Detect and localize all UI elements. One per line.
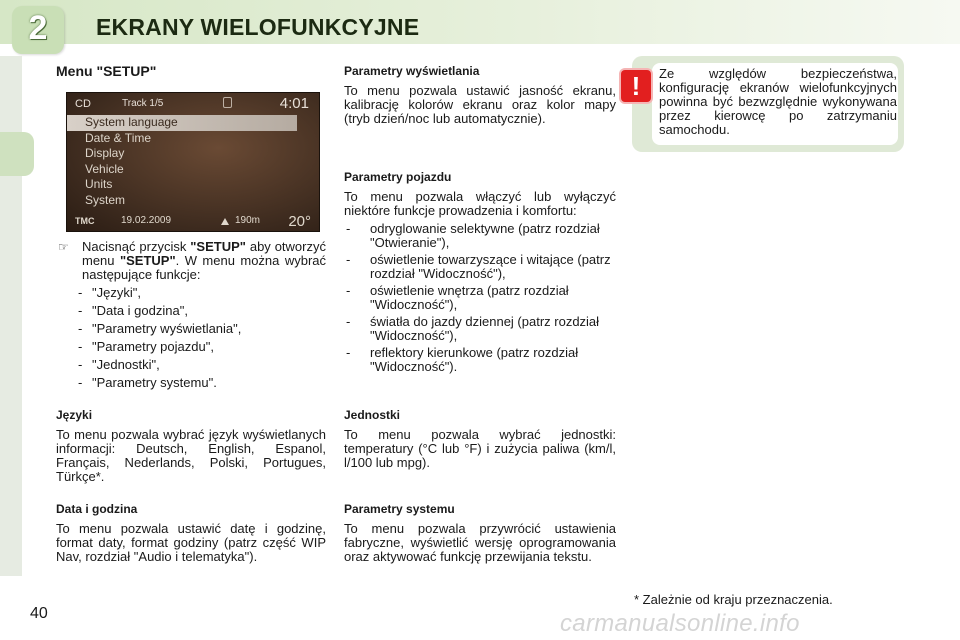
languages-text: To menu pozwala wybrać język wyświetlanych informacji: Deutsch, English, Espanol, Français, Nederlands, Polski, Portugues, Türkçe*. <box>56 427 326 484</box>
page-number: 40 <box>30 605 48 622</box>
setup-title: Menu "SETUP" <box>56 63 157 79</box>
vehicle-title: Parametry pojazdu <box>344 170 452 184</box>
menu-item-date-time: Date & Time <box>85 130 152 145</box>
temperature-label: 20° <box>288 213 311 230</box>
system-text: To menu pozwala przywrócić ustawienia fabryczne, wyświetlić wersję oprogramowania oraz aktywować funkcję przewijania tekstu. <box>344 521 616 564</box>
function-list <box>56 286 326 390</box>
list-item: - "Jednostki", <box>56 358 326 372</box>
list-item: - "Parametry systemu". <box>56 376 326 390</box>
date-time-text: To menu pozwala ustawić datę i godzinę, format daty, format godziny (patrz część WIP Nav, rozdział "Audio i telematyka"). <box>56 521 326 564</box>
tmc-label: TMC <box>75 216 95 226</box>
setup-instructions <box>56 240 326 394</box>
chapter-number: 2 <box>28 9 48 47</box>
clock-display: 4:01 <box>279 95 309 112</box>
units-section <box>344 408 616 470</box>
setup-section <box>56 64 326 84</box>
page-title: EKRANY WIELOFUNKCYJNE <box>96 14 420 40</box>
display-text: To menu pozwala ustawić jasność ekranu, kalibrację kolorów ekranu oraz kolor mapy (tryb dzień/noc lub automatycznie). <box>344 83 616 126</box>
list-item: - oświetlenie wnętrza (patrz rozdział "Widoczność"), <box>344 284 616 312</box>
footnote: * Zależnie od kraju przeznaczenia. <box>634 592 833 607</box>
list-item: - odryglowanie selektywne (patrz rozdział "Otwieranie"), <box>344 222 616 250</box>
date-time-section <box>56 502 326 564</box>
setup-menu-list <box>67 115 319 208</box>
languages-title: Języki <box>56 408 93 422</box>
list-item: - reflektory kierunkowe (patrz rozdział "Widoczność"). <box>344 346 616 374</box>
lock-icon <box>223 97 232 108</box>
warning-icon: ! <box>621 70 651 102</box>
vehicle-section <box>344 170 616 377</box>
screen-status-bar <box>67 93 319 113</box>
units-text: To menu pozwala wybrać jednostki: temperatury (°C lub °F) i zużycia paliwa (km/l, l/100 lub mpg). <box>344 427 616 470</box>
setup-instruction: ☞ Nacisnąć przycisk "SETUP" aby otworzyć menu "SETUP". W menu można wybrać następujące funkcje: <box>58 239 326 282</box>
date-time-title: Data i godzina <box>56 502 138 516</box>
nav-arrow-icon <box>221 218 229 225</box>
setup-screen-image <box>66 92 320 232</box>
vehicle-intro: To menu pozwala włączyć lub wyłączyć niektóre funkcje prowadzenia i komfortu: <box>344 189 616 218</box>
list-item: - "Data i godzina", <box>56 304 326 318</box>
units-title: Jednostki <box>344 408 401 422</box>
vehicle-function-list <box>344 222 616 374</box>
chapter-tab <box>0 132 34 176</box>
list-item: - "Języki", <box>56 286 326 300</box>
pointer-icon: ☞ <box>58 240 69 254</box>
system-title: Parametry systemu <box>344 502 455 516</box>
menu-item-system: System <box>85 192 126 207</box>
list-item: - "Parametry wyświetlania", <box>56 322 326 336</box>
display-section <box>344 64 616 126</box>
display-title: Parametry wyświetlania <box>344 64 480 78</box>
date-label: 19.02.2009 <box>121 215 172 226</box>
languages-section <box>56 408 326 484</box>
distance-label: 190m <box>235 215 261 226</box>
system-section <box>344 502 616 564</box>
watermark: carmanualsonline.info <box>560 610 800 637</box>
menu-item-vehicle: Vehicle <box>85 161 124 176</box>
menu-item-system-language: System language <box>67 115 297 131</box>
list-item: - "Parametry pojazdu", <box>56 340 326 354</box>
list-item: - światła do jazdy dziennej (patrz rozdział "Widoczność"), <box>344 315 616 343</box>
menu-item-units: Units <box>85 177 113 191</box>
screen-bottom-bar <box>67 211 319 231</box>
warning-text: Ze względów bezpieczeństwa, konfigurację ekranów wielofunkcyjnych powinna być bezwzględnie wykonywana przez kierowcę po zatrzymaniu samochodu. <box>659 66 897 137</box>
menu-item-display: Display <box>85 146 125 160</box>
track-label: Track 1/5 <box>122 98 164 109</box>
list-item: - oświetlenie towarzyszące i witające (patrz rozdział "Widoczność"), <box>344 253 616 281</box>
source-label: CD <box>75 98 91 110</box>
